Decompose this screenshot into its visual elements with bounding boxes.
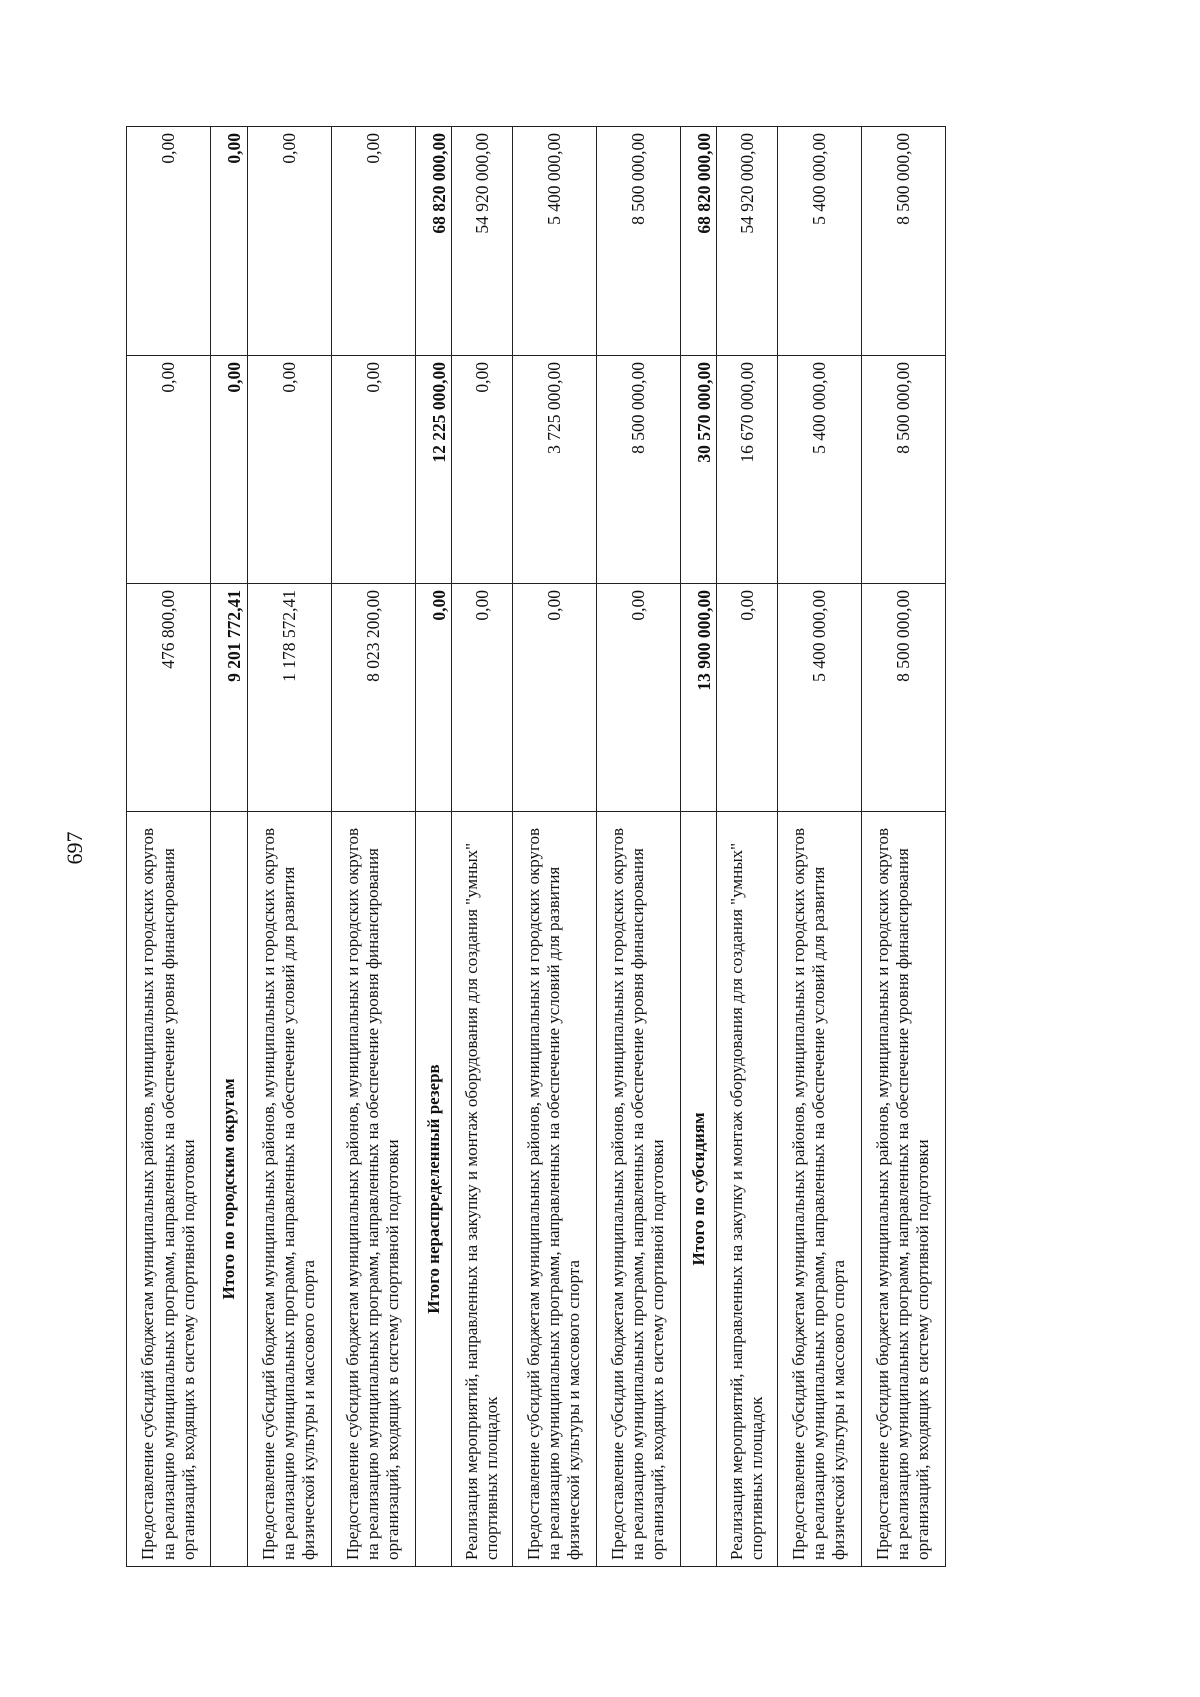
- table-row: [331, 127, 415, 1567]
- row-description: Реализация мероприятий, направленных на закупку и монтаж оборудования для создания "умных" спортивных площадок: [452, 812, 512, 1567]
- row-value-1: 8 023 200,00: [331, 584, 415, 812]
- row-value-2: 8 500 000,00: [596, 356, 680, 584]
- row-value-3: 8 500 000,00: [596, 127, 680, 356]
- row-value-2: 5 400 000,00: [777, 356, 861, 584]
- table-row: [247, 127, 331, 1567]
- row-value-1: 476 800,00: [127, 584, 211, 812]
- row-value-3: 68 820 000,00: [415, 127, 452, 356]
- row-value-3: 54 920 000,00: [717, 127, 777, 356]
- row-value-2: 12 225 000,00: [415, 356, 452, 584]
- row-description: Предоставление субсидий бюджетам муниципальных районов, муниципальных и городских округов на реализацию муниципальных программ, направленных на обеспечение условий для развития физической культуры и массового спорта: [777, 812, 861, 1567]
- table-row: [127, 127, 211, 1567]
- row-value-1: 0,00: [717, 584, 777, 812]
- row-value-3: 0,00: [211, 127, 248, 356]
- table-row-total: [680, 127, 717, 1567]
- rotated-table-container: [126, 127, 946, 1567]
- row-description: Предоставление субсидий бюджетам муниципальных районов, муниципальных и городских округов на реализацию муниципальных программ, направленных на обеспечение уровня финансирования организаций, входящих в систему спортивной подготовки: [127, 812, 211, 1567]
- row-value-3: 5 400 000,00: [777, 127, 861, 356]
- row-value-2: 30 570 000,00: [680, 356, 717, 584]
- table-row: [512, 127, 596, 1567]
- row-value-1: 0,00: [415, 584, 452, 812]
- row-description: Предоставление субсидий бюджетам муниципальных районов, муниципальных и городских округов на реализацию муниципальных программ, направленных на обеспечение условий для развития физической культуры и массового спорта: [247, 812, 331, 1567]
- page-number: 697: [62, 831, 87, 865]
- row-description: Реализация мероприятий, направленных на закупку и монтаж оборудования для создания "умных" спортивных площадок: [717, 812, 777, 1567]
- row-value-2: 8 500 000,00: [861, 356, 945, 584]
- table-row: [452, 127, 512, 1567]
- row-value-2: 3 725 000,00: [512, 356, 596, 584]
- row-value-2: 0,00: [331, 356, 415, 584]
- budget-table-body: [127, 127, 946, 1567]
- row-value-3: 0,00: [127, 127, 211, 356]
- row-description: Предоставление субсидии бюджетам муниципальных районов, муниципальных и городских округов на реализацию муниципальных программ, направленных на обеспечение уровня финансирования организаций, входящих в систему спортивной подготовки: [861, 812, 945, 1567]
- row-value-1: 1 178 572,41: [247, 584, 331, 812]
- row-value-1: 0,00: [512, 584, 596, 812]
- row-value-3: 8 500 000,00: [861, 127, 945, 356]
- table-row-total: [211, 127, 248, 1567]
- row-value-3: 0,00: [331, 127, 415, 356]
- row-description: Предоставление субсидии бюджетам муниципальных районов, муниципальных и городских округов на реализацию муниципальных программ, направленных на обеспечение уровня финансирования организаций, входящих в систему спортивной подготовки: [596, 812, 680, 1567]
- row-description: Итого нераспределенный резерв: [415, 812, 452, 1567]
- row-value-1: 9 201 772,41: [211, 584, 248, 812]
- row-value-1: 13 900 000,00: [680, 584, 717, 812]
- table-row: [717, 127, 777, 1567]
- row-description: Итого по городским округам: [211, 812, 248, 1567]
- row-value-2: 0,00: [127, 356, 211, 584]
- row-value-2: 16 670 000,00: [717, 356, 777, 584]
- row-description: Предоставление субсидии бюджетам муниципальных районов, муниципальных и городских округов на реализацию муниципальных программ, направленных на обеспечение уровня финансирования организаций, входящих в систему спортивной подготовки: [331, 812, 415, 1567]
- row-value-1: 5 400 000,00: [777, 584, 861, 812]
- row-value-2: 0,00: [211, 356, 248, 584]
- row-value-3: 54 920 000,00: [452, 127, 512, 356]
- row-description: Итого по субсидиям: [680, 812, 717, 1567]
- row-value-1: 0,00: [452, 584, 512, 812]
- row-description: Предоставление субсидий бюджетам муниципальных районов, муниципальных и городских округов на реализацию муниципальных программ, направленных на обеспечение условий для развития физической культуры и массового спорта: [512, 812, 596, 1567]
- row-value-2: 0,00: [247, 356, 331, 584]
- row-value-2: 0,00: [452, 356, 512, 584]
- row-value-3: 5 400 000,00: [512, 127, 596, 356]
- table-row: [861, 127, 945, 1567]
- row-value-3: 0,00: [247, 127, 331, 356]
- table-row-total: [415, 127, 452, 1567]
- table-row: [596, 127, 680, 1567]
- table-row: [777, 127, 861, 1567]
- row-value-3: 68 820 000,00: [680, 127, 717, 356]
- row-value-1: 0,00: [596, 584, 680, 812]
- budget-table: [126, 126, 946, 1567]
- row-value-1: 8 500 000,00: [861, 584, 945, 812]
